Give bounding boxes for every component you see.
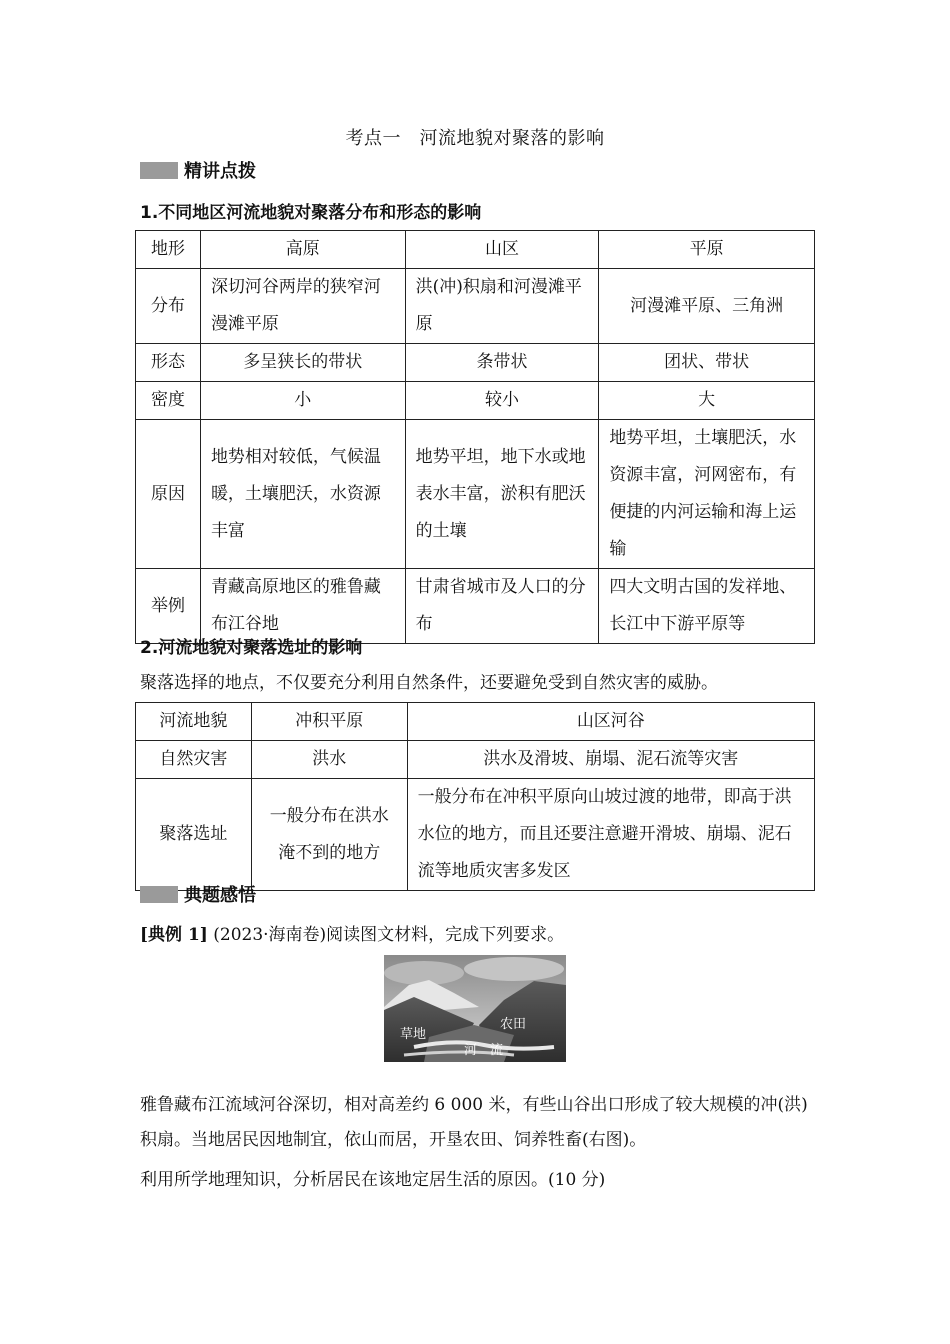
table-cell: 较小 bbox=[405, 382, 599, 420]
table-header-cell: 山区 bbox=[405, 231, 599, 269]
table-cell: 条带状 bbox=[405, 344, 599, 382]
section-header-examples bbox=[140, 882, 256, 906]
subheading-2: 2.河流地貌对聚落选址的影响 bbox=[140, 638, 363, 658]
table-cell: 甘肃省城市及人口的分布 bbox=[405, 569, 599, 644]
table-cell: 深切河谷两岸的狭窄河漫滩平原 bbox=[200, 269, 405, 344]
table-header-cell: 冲积平原 bbox=[251, 703, 407, 741]
table-header-cell: 河流地貌 bbox=[136, 703, 252, 741]
table-cell: 多呈狭长的带状 bbox=[200, 344, 405, 382]
section-label: 精讲点拨 bbox=[184, 161, 256, 182]
question-text: 利用所学地理知识，分析居民在该地定居生活的原因。(10 分) bbox=[140, 1170, 606, 1190]
table-cell: 四大文明古国的发祥地、长江中下游平原等 bbox=[599, 569, 815, 644]
section-bar-icon bbox=[140, 162, 178, 179]
page-title: 考点一 河流地貌对聚落的影响 bbox=[345, 128, 605, 149]
table-landform-settlement bbox=[135, 230, 815, 644]
table-cell: 团状、带状 bbox=[599, 344, 815, 382]
table-row bbox=[136, 741, 815, 779]
row-label: 聚落选址 bbox=[136, 779, 252, 891]
table-cell: 洪水及滑坡、崩塌、泥石流等灾害 bbox=[407, 741, 814, 779]
section-label: 典题感悟 bbox=[184, 885, 256, 906]
row-label: 密度 bbox=[136, 382, 201, 420]
table-cell: 洪水 bbox=[251, 741, 407, 779]
photo-label-river: 河 流 bbox=[464, 1043, 504, 1058]
valley-photo bbox=[384, 955, 566, 1062]
table-cell: 大 bbox=[599, 382, 815, 420]
row-label: 分布 bbox=[136, 269, 201, 344]
table-cell: 地势相对较低，气候温暖，土壤肥沃，水资源丰富 bbox=[200, 420, 405, 569]
table-cell: 一般分布在洪水淹不到的地方 bbox=[251, 779, 407, 891]
row-label: 举例 bbox=[136, 569, 201, 644]
material-paragraph: 雅鲁藏布江流域河谷深切，相对高差约 6 000 米，有些山谷出口形成了较大规模的冲(洪)积扇。当地居民因地制宜，依山而居，开垦农田、饲养牲畜(右图)。 bbox=[140, 1095, 808, 1150]
table-cell: 小 bbox=[200, 382, 405, 420]
example-line bbox=[140, 920, 564, 945]
table-row bbox=[136, 382, 815, 420]
example-text: (2023·海南卷)阅读图文材料，完成下列要求。 bbox=[207, 925, 565, 945]
table-header-cell: 高原 bbox=[200, 231, 405, 269]
table-cell: 河漫滩平原、三角洲 bbox=[599, 269, 815, 344]
row-label: 原因 bbox=[136, 420, 201, 569]
valley-photo-image bbox=[384, 955, 566, 1062]
table-cell: 青藏高原地区的雅鲁藏布江谷地 bbox=[200, 569, 405, 644]
section-header-key-points bbox=[140, 158, 256, 182]
table-cell: 一般分布在冲积平原向山坡过渡的地带，即高于洪水位的地方，而且还要注意避开滑坡、崩塌、泥石流等地质灾害多发区 bbox=[407, 779, 814, 891]
table-header-cell: 地形 bbox=[136, 231, 201, 269]
table-header-row bbox=[136, 703, 815, 741]
table-row bbox=[136, 344, 815, 382]
table-row bbox=[136, 779, 815, 891]
table-cell: 地势平坦，地下水或地表水丰富，淤积有肥沃的土壤 bbox=[405, 420, 599, 569]
subheading-1: 1.不同地区河流地貌对聚落分布和形态的影响 bbox=[140, 203, 482, 223]
table-row bbox=[136, 269, 815, 344]
table-site-selection bbox=[135, 702, 815, 891]
table-cell: 洪(冲)积扇和河漫滩平原 bbox=[405, 269, 599, 344]
section-bar-icon bbox=[140, 886, 178, 903]
example-tag: [典例 1] bbox=[140, 925, 208, 945]
row-label: 形态 bbox=[136, 344, 201, 382]
intro-paragraph: 聚落选择的地点，不仅要充分利用自然条件，还要避免受到自然灾害的威胁。 bbox=[140, 673, 718, 693]
table-header-row bbox=[136, 231, 815, 269]
row-label: 自然灾害 bbox=[136, 741, 252, 779]
photo-label-farmland: 农田 bbox=[500, 1017, 527, 1032]
table-row bbox=[136, 420, 815, 569]
table-cell: 地势平坦，土壤肥沃，水资源丰富，河网密布，有便捷的内河运输和海上运输 bbox=[599, 420, 815, 569]
photo-label-grass: 草地 bbox=[400, 1027, 427, 1042]
table-header-cell: 平原 bbox=[599, 231, 815, 269]
table-header-cell: 山区河谷 bbox=[407, 703, 814, 741]
